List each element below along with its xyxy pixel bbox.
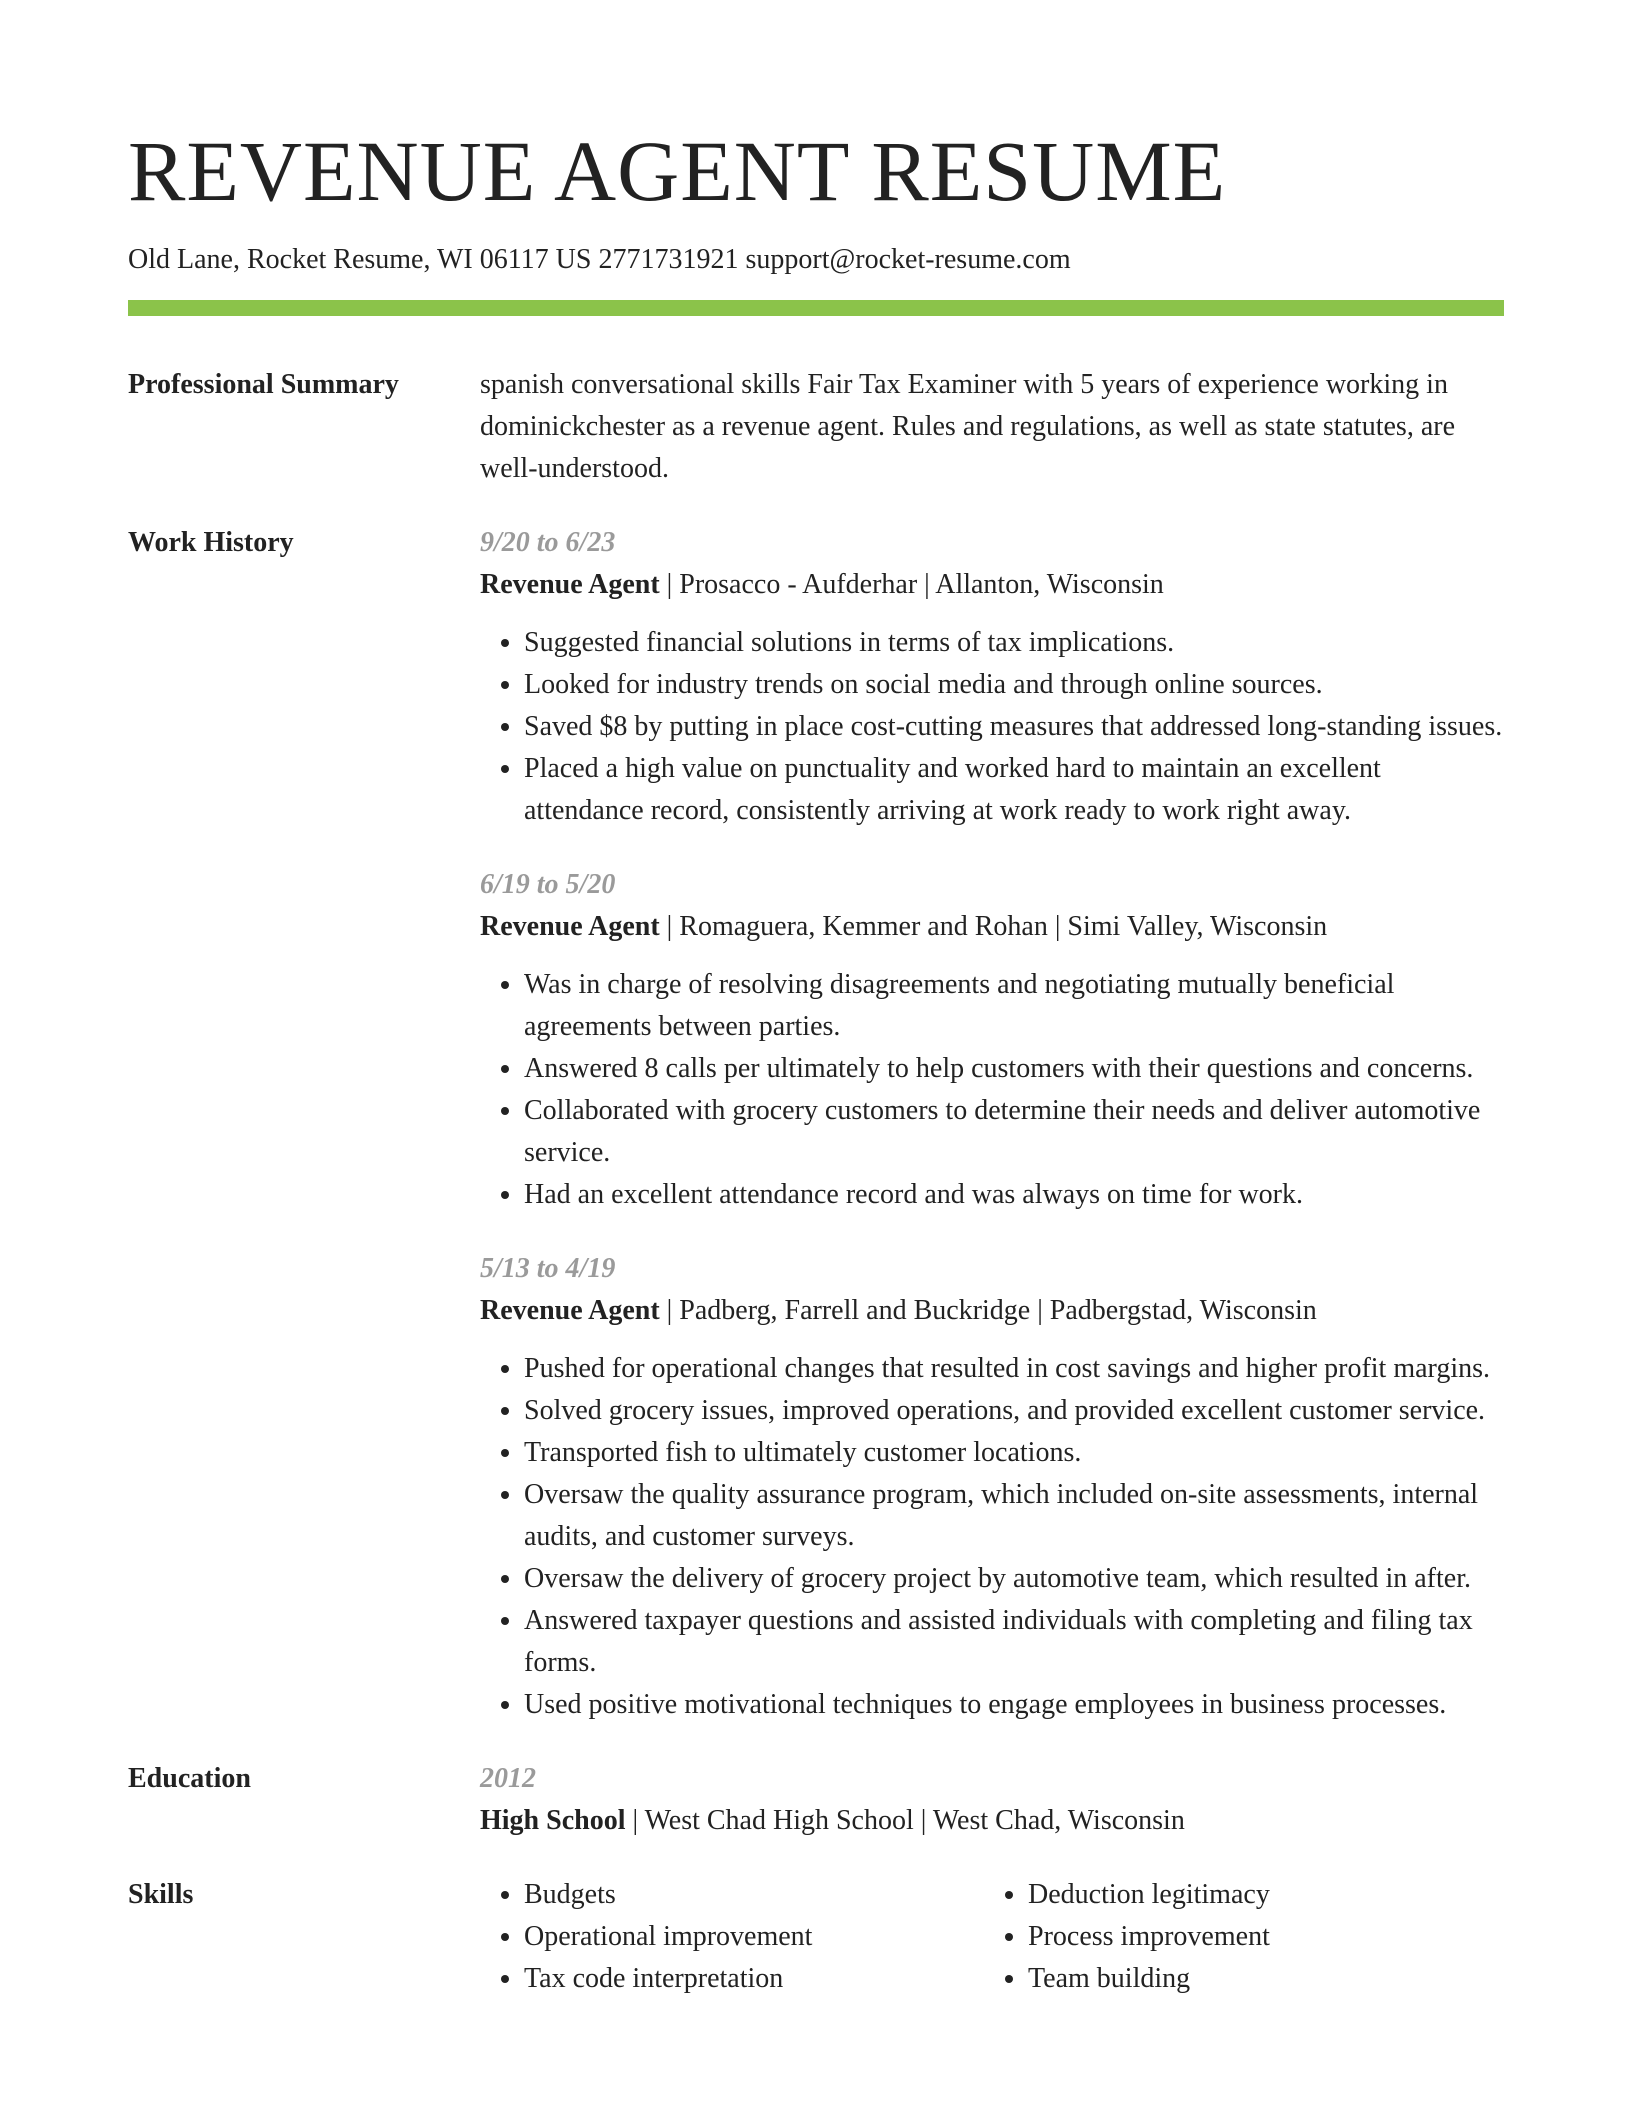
job-title-line: [480, 564, 1504, 606]
job-employer: | Romaguera, Kemmer and Rohan | Simi Valley, Wisconsin: [666, 911, 1328, 942]
job-bullet: • Was in charge of resolving disagreements and negotiating mutually beneficial agreements between parties.: [524, 964, 1504, 1048]
job-role: Revenue Agent: [480, 911, 660, 942]
contact-line: [128, 242, 1504, 278]
contact-phone: 2771731921: [598, 244, 739, 275]
job-title-line: [480, 906, 1504, 948]
contact-address: Old Lane, Rocket Resume, WI 06117 US: [128, 244, 592, 275]
job-bullets: [480, 622, 1504, 832]
work-history-label: Work History: [128, 527, 294, 558]
job-bullet: • Pushed for operational changes that resulted in cost savings and higher profit margins.: [524, 1348, 1504, 1390]
job-dates: 9/20 to 6/23: [480, 527, 616, 558]
skills-label: Skills: [128, 1879, 194, 1910]
skill-item: • Tax code interpretation: [524, 1958, 984, 2000]
job-bullet: • Transported fish to ultimately customer locations.: [524, 1432, 1504, 1474]
education-year: 2012: [480, 1763, 536, 1794]
education-label: Education: [128, 1763, 251, 1794]
resume-page: [128, 0, 1504, 2000]
job-role: Revenue Agent: [480, 569, 660, 600]
education-degree: High School: [480, 1805, 626, 1836]
summary-label: Professional Summary: [128, 369, 399, 400]
job-bullet: • Oversaw the quality assurance program, which included on-site assessments, internal audits, and customer surveys.: [524, 1474, 1504, 1558]
page-title: REVENUE AGENT RESUME: [128, 123, 1227, 219]
skill-item: • Operational improvement: [524, 1916, 984, 1958]
job-employer: | Prosacco - Aufderhar | Allanton, Wisconsin: [666, 569, 1164, 600]
skills-section: [128, 1874, 1504, 2000]
job-bullet: • Had an excellent attendance record and was always on time for work.: [524, 1174, 1504, 1216]
job-bullet: • Suggested financial solutions in terms of tax implications.: [524, 622, 1504, 664]
job-bullets: [480, 1348, 1504, 1726]
job-employer: | Padberg, Farrell and Buckridge | Padbergstad, Wisconsin: [666, 1295, 1317, 1326]
job-bullets: [480, 964, 1504, 1216]
skills-grid: [480, 1874, 1504, 2000]
job-entry: [480, 864, 1504, 1216]
accent-divider: [128, 300, 1504, 316]
education-section: [128, 1758, 1504, 1842]
summary-section: [128, 364, 1504, 490]
job-role: Revenue Agent: [480, 1295, 660, 1326]
job-bullet: • Oversaw the delivery of grocery project by automotive team, which resulted in after.: [524, 1558, 1504, 1600]
skill-item: • Team building: [1028, 1958, 1488, 2000]
job-bullet: • Solved grocery issues, improved operations, and provided excellent customer service.: [524, 1390, 1504, 1432]
job-dates: 6/19 to 5/20: [480, 869, 616, 900]
job-bullet: • Collaborated with grocery customers to determine their needs and deliver automotive service.: [524, 1090, 1504, 1174]
education-school: | West Chad High School | West Chad, Wisconsin: [632, 1805, 1185, 1836]
skills-column-left: [480, 1874, 984, 2000]
education-line: [480, 1800, 1504, 1842]
job-title-line: [480, 1290, 1504, 1332]
job-bullet: • Used positive motivational techniques to engage employees in business processes.: [524, 1684, 1504, 1726]
summary-text: spanish conversational skills Fair Tax Examiner with 5 years of experience working in dominickchester as a revenue agent. Rules and regulations, as well as state statutes, are well-understood.: [480, 369, 1455, 484]
skills-column-right: [984, 1874, 1488, 2000]
work-history-section: [128, 522, 1504, 1726]
skill-item: • Deduction legitimacy: [1028, 1874, 1488, 1916]
job-bullet: • Answered taxpayer questions and assisted individuals with completing and filing tax forms.: [524, 1600, 1504, 1684]
job-bullet: • Saved $8 by putting in place cost-cutting measures that addressed long-standing issues.: [524, 706, 1504, 748]
skill-item: • Budgets: [524, 1874, 984, 1916]
job-entry: [480, 522, 1504, 832]
job-bullet: • Placed a high value on punctuality and worked hard to maintain an excellent attendance record, consistently arriving at work ready to work right away.: [524, 748, 1504, 832]
work-history-list: [480, 522, 1504, 1726]
job-entry: [480, 1248, 1504, 1726]
job-bullet: • Answered 8 calls per ultimately to help customers with their questions and concerns.: [524, 1048, 1504, 1090]
job-dates: 5/13 to 4/19: [480, 1253, 616, 1284]
job-bullet: • Looked for industry trends on social media and through online sources.: [524, 664, 1504, 706]
contact-email: support@rocket-resume.com: [745, 244, 1071, 275]
skill-item: • Process improvement: [1028, 1916, 1488, 1958]
